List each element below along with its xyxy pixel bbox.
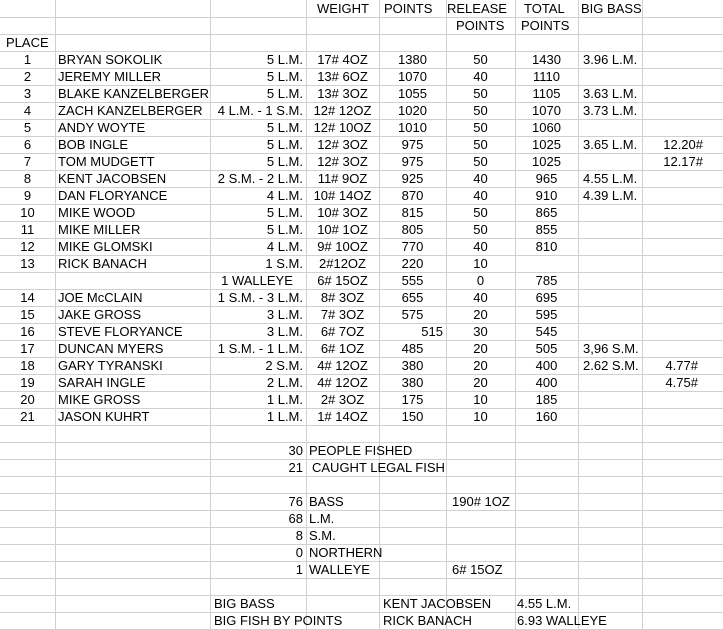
release-points-cell[interactable]: 0 [476,273,485,288]
people-fished-count[interactable]: 30 [288,443,303,458]
place-cell[interactable]: 21 [20,409,35,424]
weight-cell[interactable]: 1# 14OZ [317,409,368,424]
place-cell[interactable]: 14 [20,290,35,305]
extra-weight-cell[interactable] [642,306,703,323]
release-points-cell[interactable]: 50 [473,222,488,237]
header-place[interactable]: PLACE [6,35,49,50]
row-gridline [0,476,723,477]
points-cell[interactable]: 175 [401,392,424,407]
angler-name-cell[interactable]: MIKE MILLER [58,222,141,237]
extra-weight-cell[interactable] [642,51,703,68]
extra-weight-cell[interactable] [642,204,703,221]
big-bass-award-value[interactable]: 4.55 L.M. [517,596,572,611]
fish-caught-cell[interactable]: 1 WALLEYE [221,273,293,288]
release-points-cell[interactable]: 40 [473,290,488,305]
angler-name-cell[interactable]: MIKE GROSS [58,392,141,407]
fish-caught-cell[interactable]: 2 S.M. [265,358,303,373]
points-cell[interactable]: 870 [401,188,424,203]
fish-caught-cell[interactable]: 5 L.M. [266,222,303,237]
sm-count[interactable]: 8 [295,528,303,543]
row-gridline [0,17,723,18]
points-cell[interactable]: 380 [401,358,424,373]
points-cell[interactable]: 485 [401,341,424,356]
angler-name-cell[interactable]: BLAKE KANZELBERGER [58,86,209,101]
column-gridline [578,0,579,630]
extra-weight-cell[interactable] [642,85,703,102]
release-points-cell[interactable]: 20 [473,358,488,373]
row-gridline [0,425,723,426]
fish-caught-cell[interactable]: 4 L.M. [266,188,303,203]
weight-cell[interactable]: 6# 7OZ [320,324,365,339]
big-bass-award-label[interactable]: BIG BASS [214,596,275,611]
place-cell[interactable]: 5 [23,120,32,135]
extra-weight-cell[interactable] [642,340,703,357]
weight-cell[interactable]: 12# 10OZ [313,120,372,135]
place-cell[interactable]: 9 [23,188,32,203]
angler-name-cell[interactable]: JOE McCLAIN [58,290,143,305]
big-bass-cell[interactable]: 3.96 L.M. [583,52,638,67]
place-cell[interactable]: 15 [20,307,35,322]
big-bass-cell[interactable] [583,289,642,306]
release-points-cell[interactable]: 10 [473,392,488,407]
total-points-cell[interactable]: 595 [535,307,558,322]
fish-caught-cell[interactable]: 5 L.M. [266,154,303,169]
extra-weight-cell[interactable] [642,187,703,204]
points-cell[interactable]: 815 [401,205,424,220]
points-cell[interactable]: 150 [401,409,424,424]
points-cell[interactable]: 925 [401,171,424,186]
total-points-cell[interactable]: 1025 [532,154,561,169]
big-bass-cell[interactable] [583,255,642,272]
fish-caught-cell[interactable]: 5 L.M. [266,86,303,101]
row-gridline [0,578,723,579]
extra-weight-cell[interactable] [642,255,703,272]
fish-caught-cell[interactable]: 1 S.M. - 3 L.M. [217,290,303,305]
release-points-cell[interactable]: 50 [473,86,488,101]
big-bass-cell[interactable] [583,323,642,340]
weight-cell[interactable]: 7# 3OZ [320,307,365,322]
extra-weight-cell[interactable] [642,272,703,289]
angler-name-cell[interactable]: JASON KUHRT [58,409,150,424]
extra-weight-cell[interactable] [642,170,703,187]
points-cell[interactable]: 555 [401,273,424,288]
total-points-cell[interactable]: 1060 [532,120,561,135]
big-bass-cell[interactable]: 3.63 L.M. [583,86,638,101]
points-cell[interactable]: 805 [401,222,424,237]
extra-weight-cell[interactable] [642,391,703,408]
place-cell[interactable]: 6 [23,137,32,152]
row-gridline [0,595,723,596]
big-fish-award-label[interactable]: BIG FISH BY POINTS [214,613,343,628]
place-cell[interactable]: 13 [20,256,35,271]
extra-weight-cell[interactable] [642,408,703,425]
points-cell[interactable]: 1055 [398,86,427,101]
release-points-cell[interactable]: 40 [473,69,488,84]
release-points-cell[interactable]: 50 [473,103,488,118]
big-bass-cell[interactable] [583,374,642,391]
total-points-cell[interactable]: 1105 [532,86,561,101]
sm-label[interactable]: S.M. [309,528,336,543]
big-bass-cell[interactable] [583,68,642,85]
angler-name-cell[interactable]: SARAH INGLE [58,375,146,390]
walleye-weight[interactable]: 6# 15OZ [452,562,503,577]
points-cell[interactable]: 1020 [398,103,427,118]
weight-cell[interactable]: 8# 3OZ [320,290,365,305]
weight-cell[interactable]: 2#12OZ [319,256,366,271]
extra-weight-cell[interactable]: 4.75# [665,375,698,390]
weight-cell[interactable]: 9# 10OZ [317,239,368,254]
header-total-line2[interactable]: POINTS [521,18,570,33]
total-points-cell[interactable]: 695 [535,290,558,305]
big-bass-cell[interactable] [583,391,642,408]
points-cell[interactable]: 655 [401,290,424,305]
angler-name-cell[interactable]: ANDY WOYTE [58,120,146,135]
angler-name-cell[interactable]: DAN FLORYANCE [58,188,168,203]
release-points-cell[interactable]: 10 [473,256,488,271]
weight-cell[interactable]: 11# 9OZ [317,171,368,186]
release-points-cell[interactable]: 30 [473,324,488,339]
points-cell[interactable]: 770 [401,239,424,254]
walleye-label[interactable]: WALLEYE [309,562,370,577]
big-bass-cell[interactable]: 3.65 L.M. [583,137,638,152]
bass-count[interactable]: 76 [288,494,303,509]
points-cell[interactable]: 1010 [398,120,427,135]
fish-caught-cell[interactable]: 5 L.M. [266,120,303,135]
total-points-cell[interactable]: 400 [535,358,558,373]
place-cell[interactable]: 1 [23,52,32,67]
angler-name-cell[interactable]: TOM MUDGETT [58,154,155,169]
weight-cell[interactable]: 13# 6OZ [317,69,368,84]
weight-cell[interactable]: 6# 1OZ [320,341,365,356]
total-points-cell[interactable]: 160 [535,409,558,424]
place-cell[interactable]: 18 [20,358,35,373]
total-points-cell[interactable]: 1430 [532,52,561,67]
weight-cell[interactable]: 2# 3OZ [320,392,365,407]
weight-cell[interactable]: 12# 3OZ [317,137,368,152]
release-points-cell[interactable]: 50 [473,137,488,152]
header-points[interactable]: POINTS [384,1,433,16]
northern-label[interactable]: NORTHERN [309,545,383,560]
header-release-line2[interactable]: POINTS [456,18,505,33]
row-gridline [0,510,723,511]
points-cell[interactable]: 220 [401,256,424,271]
place-cell[interactable]: 19 [20,375,35,390]
fish-caught-cell[interactable]: 1 L.M. [266,409,303,424]
place-cell[interactable]: 12 [20,239,35,254]
fish-caught-cell[interactable]: 3 L.M. [266,307,303,322]
angler-name-cell[interactable] [58,272,210,289]
extra-weight-cell[interactable]: 12.17# [663,154,703,169]
weight-cell[interactable]: 4# 12OZ [317,358,368,373]
weight-cell[interactable]: 13# 3OZ [317,86,368,101]
extra-weight-cell[interactable] [642,323,703,340]
angler-name-cell[interactable]: MIKE WOOD [58,205,136,220]
place-cell[interactable]: 20 [20,392,35,407]
big-bass-cell[interactable] [583,306,642,323]
angler-name-cell[interactable]: JEREMY MILLER [58,69,162,84]
extra-weight-cell[interactable]: 4.77# [665,358,698,373]
lm-count[interactable]: 68 [288,511,303,526]
total-points-cell[interactable]: 545 [535,324,558,339]
extra-weight-cell[interactable] [642,119,703,136]
fish-caught-cell[interactable]: 1 L.M. [266,392,303,407]
points-cell[interactable]: 1380 [398,52,427,67]
people-fished-label[interactable]: PEOPLE FISHED [309,443,413,458]
total-points-cell[interactable]: 505 [535,341,558,356]
fish-caught-cell[interactable]: 1 S.M. [265,256,303,271]
place-cell[interactable] [0,272,55,289]
column-gridline [55,0,56,630]
points-cell[interactable]: 575 [401,307,424,322]
points-cell[interactable]: 1070 [398,69,427,84]
fish-caught-cell[interactable]: 5 L.M. [266,205,303,220]
angler-name-cell[interactable]: MIKE GLOMSKI [58,239,153,254]
extra-weight-cell[interactable] [642,238,703,255]
total-points-cell[interactable]: 185 [535,392,558,407]
fish-caught-cell[interactable]: 5 L.M. [266,137,303,152]
place-cell[interactable]: 2 [23,69,32,84]
points-cell[interactable]: 380 [401,375,424,390]
place-cell[interactable]: 8 [23,171,32,186]
header-release-line1[interactable]: RELEASE [447,1,507,16]
fish-caught-cell[interactable]: 5 L.M. [266,52,303,67]
angler-name-cell[interactable]: DUNCAN MYERS [58,341,164,356]
angler-name-cell[interactable]: KENT JACOBSEN [58,171,167,186]
header-weight[interactable]: WEIGHT [317,1,369,16]
angler-name-cell[interactable]: BOB INGLE [58,137,129,152]
release-points-cell[interactable]: 10 [473,409,488,424]
lm-label[interactable]: L.M. [309,511,335,526]
weight-cell[interactable]: 17# 4OZ [317,52,368,67]
fish-caught-cell[interactable]: 2 S.M. - 2 L.M. [217,171,303,186]
points-cell[interactable]: 975 [401,137,424,152]
place-cell[interactable]: 10 [20,205,35,220]
total-points-cell[interactable]: 855 [535,222,558,237]
weight-cell[interactable]: 12# 12OZ [313,103,372,118]
angler-name-cell[interactable]: RICK BANACH [58,256,147,271]
big-bass-cell[interactable]: 2.62 S.M. [583,358,639,373]
release-points-cell[interactable]: 20 [473,341,488,356]
weight-cell[interactable]: 10# 1OZ [317,222,368,237]
big-bass-cell[interactable] [583,119,642,136]
big-bass-cell[interactable] [583,272,642,289]
angler-name-cell[interactable]: STEVE FLORYANCE [58,324,183,339]
bass-label[interactable]: BASS [309,494,344,509]
release-points-cell[interactable]: 20 [473,375,488,390]
total-points-cell[interactable]: 1025 [532,137,561,152]
header-total-line1[interactable]: TOTAL [524,1,565,16]
release-points-cell[interactable]: 20 [473,307,488,322]
place-cell[interactable]: 11 [20,222,35,237]
release-points-cell[interactable]: 40 [473,239,488,254]
place-cell[interactable]: 3 [23,86,32,101]
row-gridline [0,34,723,35]
points-cell[interactable]: 515 [421,324,443,339]
total-points-cell[interactable]: 1070 [532,103,561,118]
big-bass-cell[interactable] [583,153,642,170]
release-points-cell[interactable]: 50 [473,154,488,169]
big-bass-cell[interactable] [583,221,642,238]
big-bass-cell[interactable] [583,204,642,221]
total-points-cell[interactable]: 785 [535,273,558,288]
northern-count[interactable]: 0 [295,545,303,560]
header-big-bass[interactable]: BIG BASS [581,1,642,16]
fish-caught-cell[interactable]: 4 L.M. - 1 S.M. [217,103,303,118]
release-points-cell[interactable]: 50 [473,205,488,220]
fish-caught-cell[interactable]: 4 L.M. [266,239,303,254]
fish-caught-cell[interactable]: 1 S.M. - 1 L.M. [217,341,303,356]
fish-caught-cell[interactable]: 3 L.M. [266,324,303,339]
weight-cell[interactable]: 10# 14OZ [313,188,372,203]
total-points-cell[interactable] [515,255,578,272]
big-bass-cell[interactable]: 4.55 L.M. [583,171,638,186]
row-gridline [0,612,723,613]
extra-weight-cell[interactable] [642,68,703,85]
weight-cell[interactable]: 10# 3OZ [317,205,368,220]
caught-legal-count[interactable]: 21 [288,460,303,475]
weight-cell[interactable]: 6# 15OZ [317,273,368,288]
row-gridline [0,527,723,528]
release-points-cell[interactable]: 40 [473,171,488,186]
walleye-count[interactable]: 1 [295,562,303,577]
big-bass-cell[interactable]: 3,96 S.M. [583,341,639,356]
place-cell[interactable]: 17 [20,341,35,356]
place-cell[interactable]: 4 [23,103,32,118]
fish-caught-cell[interactable]: 5 L.M. [266,69,303,84]
extra-weight-cell[interactable]: 12.20# [663,137,703,152]
extra-weight-cell[interactable] [642,289,703,306]
extra-weight-cell[interactable] [642,102,703,119]
caught-legal-label[interactable]: CAUGHT LEGAL FISH [312,460,445,475]
angler-name-cell[interactable]: BRYAN SOKOLIK [58,52,163,67]
big-bass-cell[interactable] [583,238,642,255]
total-points-cell[interactable]: 1110 [533,69,560,84]
big-bass-cell[interactable]: 3.73 L.M. [583,103,638,118]
total-points-cell[interactable]: 910 [535,188,558,203]
big-bass-cell[interactable]: 4.39 L.M. [583,188,638,203]
fish-caught-cell[interactable]: 2 L.M. [266,375,303,390]
bass-total-weight[interactable]: 190# 1OZ [452,494,510,509]
place-cell[interactable]: 7 [23,154,32,169]
angler-name-cell[interactable]: JAKE GROSS [58,307,142,322]
angler-name-cell[interactable]: GARY TYRANSKI [58,358,163,373]
total-points-cell[interactable]: 400 [535,375,558,390]
total-points-cell[interactable]: 810 [535,239,558,254]
weight-cell[interactable]: 4# 12OZ [317,375,368,390]
big-bass-award-winner[interactable]: KENT JACOBSEN [383,596,492,611]
release-points-cell[interactable]: 40 [473,188,488,203]
big-bass-cell[interactable] [583,408,642,425]
total-points-cell[interactable]: 965 [535,171,558,186]
extra-weight-cell[interactable] [642,221,703,238]
total-points-cell[interactable]: 865 [535,205,558,220]
weight-cell[interactable]: 12# 3OZ [317,154,368,169]
place-cell[interactable]: 16 [20,324,35,339]
points-cell[interactable]: 975 [401,154,424,169]
big-fish-award-winner[interactable]: RICK BANACH [383,613,472,628]
release-points-cell[interactable]: 50 [473,120,488,135]
row-gridline [0,493,723,494]
angler-name-cell[interactable]: ZACH KANZELBERGER [58,103,203,118]
release-points-cell[interactable]: 50 [473,52,488,67]
big-fish-award-value[interactable]: 6.93 WALLEYE [517,613,607,628]
